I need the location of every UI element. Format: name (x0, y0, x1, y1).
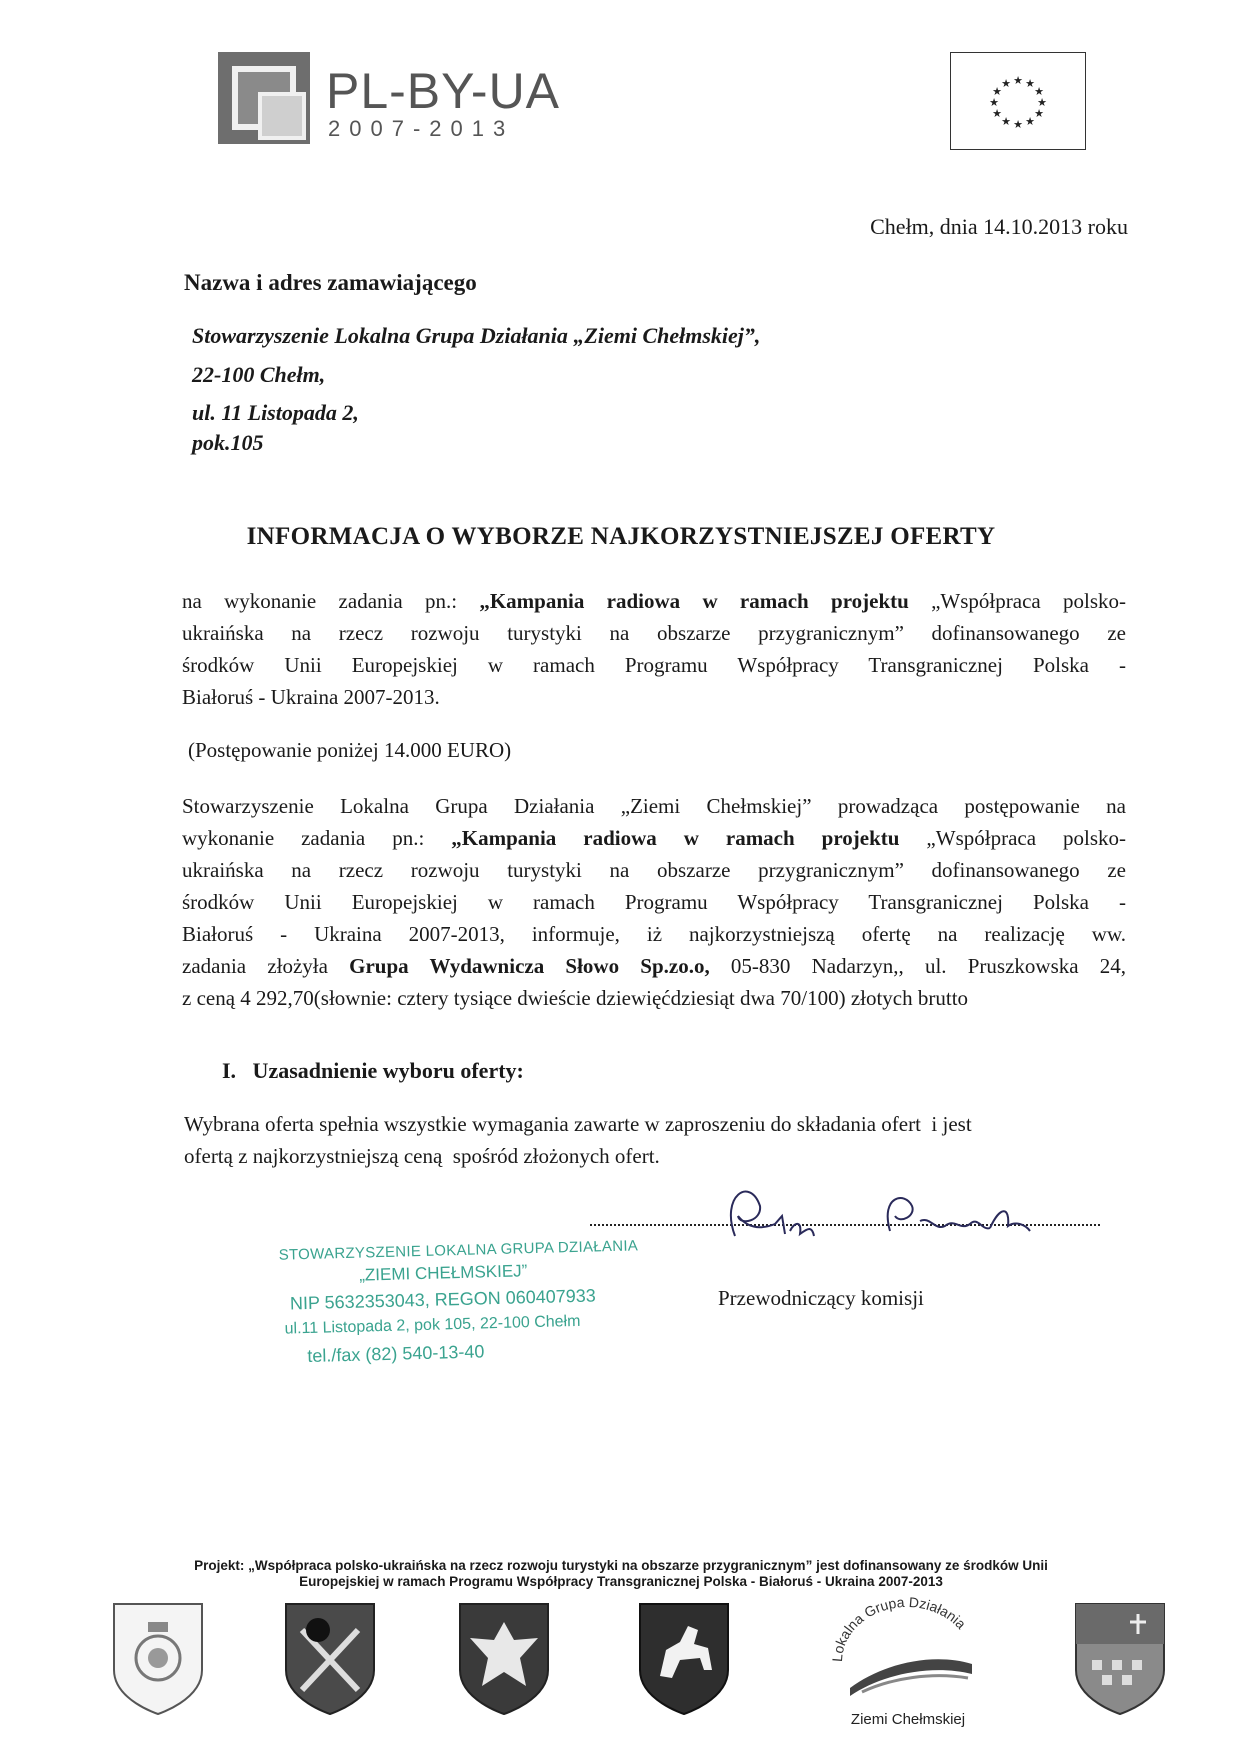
document-title: INFORMACJA O WYBORZE NAJKORZYSTNIEJSZEJ OFERTY (246, 523, 996, 550)
signature-role: Przewodniczący komisji (718, 1286, 924, 1310)
municipal-crest-icon (1072, 1600, 1168, 1718)
section-heading: I. Uzasadnienie wyboru oferty: (222, 1058, 524, 1083)
municipal-crest-icon (110, 1600, 206, 1718)
signature-image (690, 1176, 1110, 1256)
svg-text:★: ★ (1037, 96, 1047, 109)
procedure-note: (Postępowanie poniżej 14.000 EURO) (188, 738, 512, 762)
project-footer: Projekt: „Współpraca polsko-ukraińska na rzecz rozwoju turystyki na obszarze przygranicznym” jest dofinansowany ze środków Unii Europejskiej w ramach Programu Współpracy Transgranicznej Polska - Białoruś - Ukraina 2007-2013 (194, 1558, 1048, 1589)
client-address-line: 22-100 Chełm, (192, 362, 326, 387)
municipal-crest-icon (282, 1600, 378, 1718)
decision-paragraph: Stowarzyszenie Lokalna Grupa Działania „Ziemi Chełmskiej” prowadząca postępowanie na wykonanie zadania pn.: „Kampania radiowa w ramach projektu „Współpraca polsko- ukraińska na rzecz rozwoju turystyki na obszarze przygranicznym” dofinansowanego ze środków Unii Europejskiej w ramach Programu Współpracy Transgranicznej Polska - Białoruś - Ukraina 2007-2013, informuje, iż najkorzystniejszą ofertę na realizację ww. zadania złożyła Grupa Wydawnicza Słowo Sp.zo.o, 05-830 Nadarzyn,, ul. Pruszkowska 24, z ceną 4 292,70(słownie: cztery tysiące dwieście dziewięćdziesiąt dwa 70/100) złotych brutto (182, 794, 1127, 1010)
svg-text:★: ★ (1001, 77, 1011, 90)
horse-crest-icon (636, 1600, 732, 1718)
svg-text:★: ★ (992, 107, 1002, 120)
svg-text:★: ★ (992, 85, 1002, 98)
svg-text:★: ★ (1025, 115, 1035, 128)
svg-text:Lokalna Grupa Działania: Lokalna Grupa Działania (828, 1593, 970, 1663)
program-logo-title: PL-BY-UA (326, 63, 561, 119)
svg-text:★: ★ (1034, 107, 1044, 120)
lgd-logo-icon (822, 1592, 992, 1732)
svg-text:★: ★ (1013, 74, 1023, 87)
client-address-line: Stowarzyszenie Lokalna Grupa Działania „Ziemi Chełmskiej”, (192, 323, 761, 348)
organization-stamp: STOWARZYSZENIE LOKALNA GRUPA DZIAŁANIA „ZIEMI CHEŁMSKIEJ” NIP 5632353043, REGON 060407933 ul.11 Listopada 2, pok 105, 22-100 Chełm tel./fax (82) 540-13-40 (278, 1237, 639, 1367)
eu-flag-icon (950, 52, 1086, 150)
svg-text:★: ★ (1013, 118, 1023, 131)
justification-paragraph: Wybrana oferta spełnia wszystkie wymagania zawarte w zaproszeniu do składania ofert i jest ofertą z najkorzystniejszą ceną spośród złożonych ofert. (184, 1112, 972, 1168)
intro-paragraph: na wykonanie zadania pn.: „Kampania radiowa w ramach projektu „Współpraca polsko- ukraińska na rzecz rozwoju turystyki na obszarze przygranicznym” dofinansowanego ze środków Unii Europejskiej w ramach Programu Współpracy Transgranicznej Polska - Białoruś - Ukraina 2007-2013. (182, 589, 1127, 709)
svg-text:★: ★ (1001, 115, 1011, 128)
client-address-line: pok.105 (192, 430, 264, 455)
client-heading: Nazwa i adres zamawiającego (184, 270, 477, 295)
program-logo-icon (218, 52, 310, 144)
eagle-crest-icon (456, 1600, 552, 1718)
client-address-line: ul. 11 Listopada 2, (192, 400, 359, 425)
svg-text:★: ★ (989, 96, 999, 109)
program-logo-years: 2007-2013 (328, 116, 515, 141)
svg-text:★: ★ (1025, 77, 1035, 90)
date-line: Chełm, dnia 14.10.2013 roku (870, 214, 1128, 239)
svg-text:★: ★ (1034, 85, 1044, 98)
svg-text:Ziemi Chełmskiej: Ziemi Chełmskiej (850, 1711, 966, 1728)
